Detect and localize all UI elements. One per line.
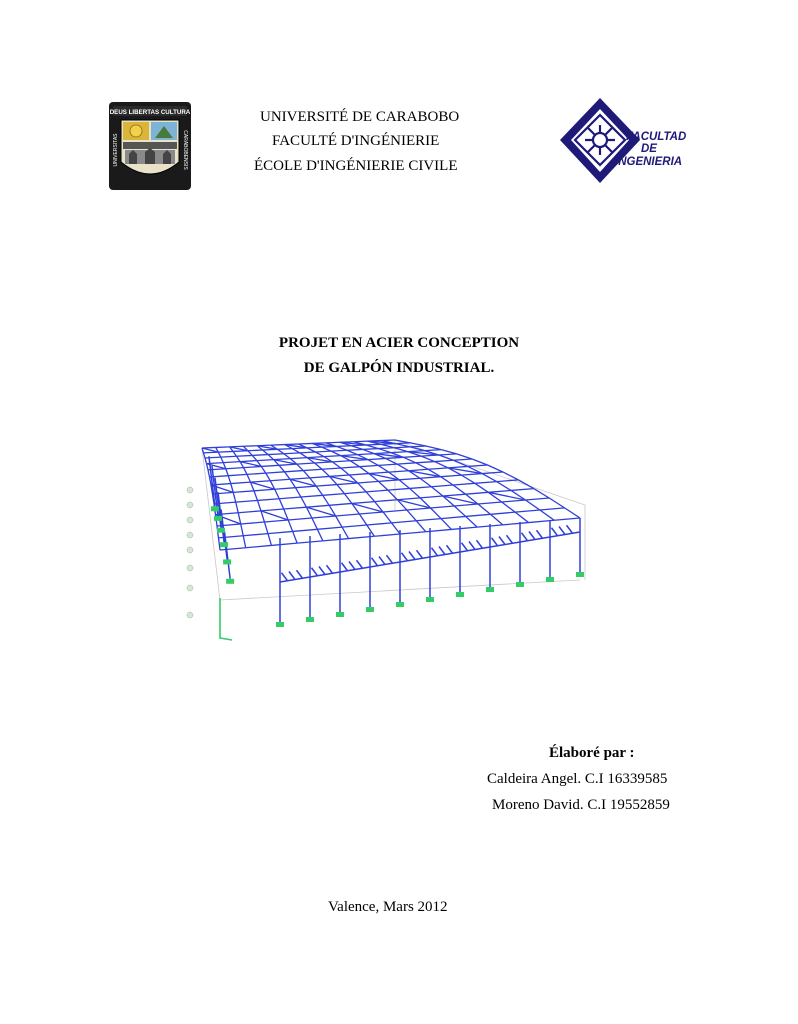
school-name: ÉCOLE D'INGÉNIERIE CIVILE [254,158,458,174]
place-and-date: Valence, Mars 2012 [328,899,448,915]
project-title-line2: DE GALPÓN INDUSTRIAL. [303,360,495,376]
authors-heading: Élaboré par : [549,745,635,761]
crest-left-band: UNIVERSITAS [113,133,119,167]
crest-right-band: CARABOBENSIS [182,130,188,170]
faculty-logo [555,95,687,190]
university-crest [107,100,193,192]
faculty-logo-line2: DE [641,143,657,155]
faculty-logo-line3: INGENIERIA [615,156,683,168]
crest-motto: DEUS LIBERTAS CULTURA [109,109,191,116]
university-name: UNIVERSITÉ DE CARABOBO [260,109,460,125]
author-1: Caldeira Angel. C.I 16339585 [487,771,668,787]
structural-model-image [180,410,600,660]
faculty-name: FACULTÉ D'INGÉNIERIE [272,133,440,149]
faculty-logo-line1: FACULTAD [626,131,687,143]
author-2: Moreno David. C.I 19552859 [492,797,670,813]
project-title-line1: PROJET EN ACIER CONCEPTION [278,335,520,351]
